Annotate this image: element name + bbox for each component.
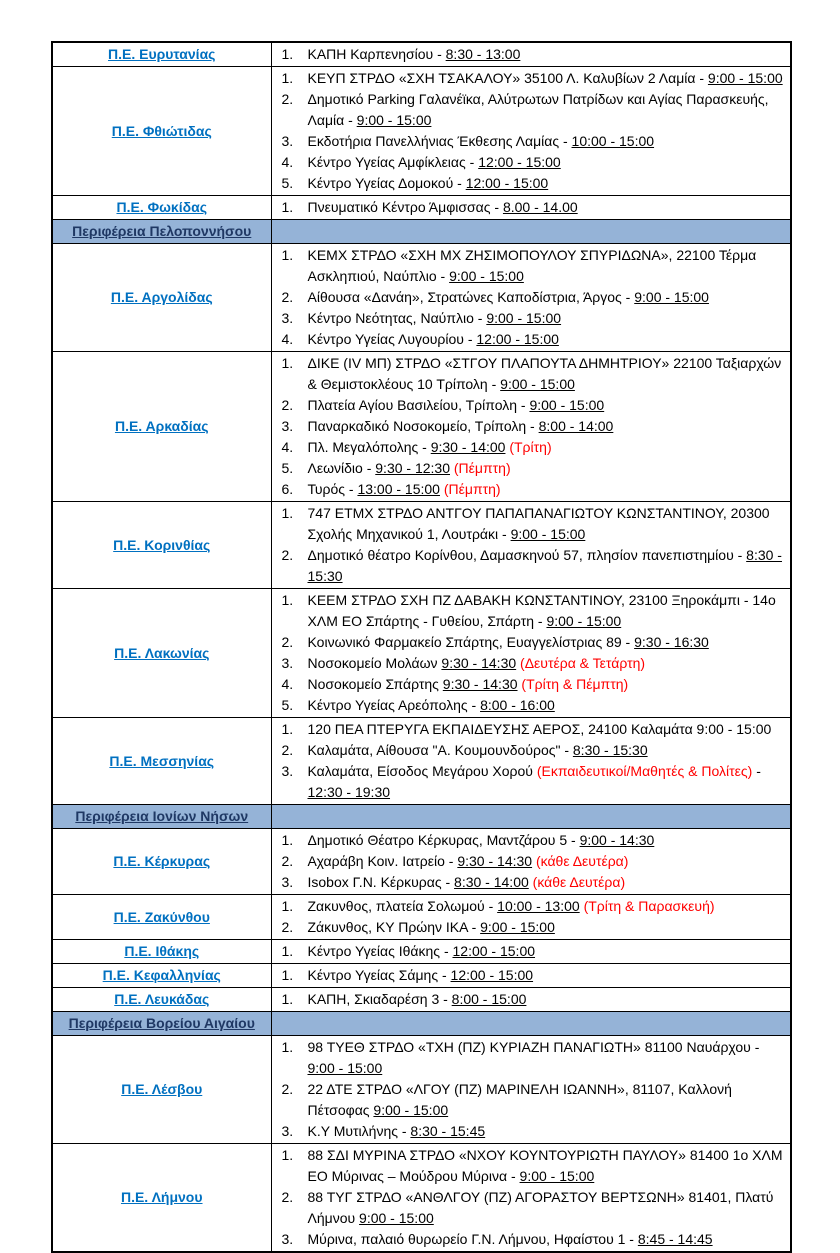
time-range: 12:30 - 19:30: [307, 784, 391, 800]
location-item-text: [308, 719, 787, 740]
location-item: [278, 917, 787, 938]
location-text: Κέντρο Υγείας Αρεόπολης -: [307, 697, 481, 713]
day-note: (Τρίτη): [509, 439, 552, 455]
day-note: (Δευτέρα & Τετάρτη): [520, 655, 646, 671]
time-range: 10:00 - 15:00: [571, 133, 655, 149]
location-item: [278, 353, 787, 395]
location-list: [278, 1145, 787, 1250]
location-text: ΚΑΠΗ Καρπενησίου -: [307, 46, 446, 62]
region-link[interactable]: Π.Ε. Φθιώτιδας: [111, 122, 212, 139]
location-text: Κέντρο Υγείας Δομοκού -: [307, 175, 466, 191]
items-cell: [271, 988, 791, 1012]
day-note: (κάθε Δευτέρα): [532, 874, 626, 890]
items-cell: [271, 1036, 791, 1144]
time-range: 12:00 - 15:00: [452, 943, 536, 959]
location-item-text: [308, 197, 787, 218]
location-text: ΚΕΕΜ ΣΤΡΔΟ ΣΧΗ ΠΖ ΔΑΒΑΚΗ ΚΩΝΣΤΑΝΤΙΝΟΥ, 23100 Ξηροκάμπι - 14ο ΧΛΜ ΕΟ Σπάρτης - Γυθείου, Σπάρτη -: [307, 592, 776, 629]
location-list: [278, 941, 787, 962]
region-link[interactable]: Π.Ε. Λέσβου: [121, 1081, 203, 1097]
location-item: [278, 590, 787, 632]
region-link[interactable]: Π.Ε. Αρκαδίας: [114, 418, 209, 434]
region-row: [52, 940, 791, 964]
region-cell: [52, 67, 271, 196]
region-cell: [52, 196, 271, 220]
items-cell: [271, 964, 791, 988]
time-range: 9:00 - 15:00: [510, 526, 586, 542]
region-row: [52, 964, 791, 988]
location-item: [278, 1121, 787, 1142]
location-item: [278, 503, 787, 545]
section-label-cell: [52, 1012, 271, 1036]
time-range: 9:00 - 15:00: [546, 613, 622, 629]
location-item-text: [308, 1229, 787, 1250]
location-text: Νοσοκομείο Μολάων: [307, 655, 442, 671]
day-note: (Τρίτη & Πέμπτη): [521, 676, 629, 692]
day-note: (Πέμπτη): [453, 460, 511, 476]
time-range: 9:30 - 14:00: [430, 439, 506, 455]
schedule-table: [51, 41, 792, 1253]
section-row: [52, 1012, 791, 1036]
location-item: [278, 719, 787, 740]
location-text: Κ.Υ Μυτιλήνης -: [307, 1123, 411, 1139]
location-item-text: [308, 740, 787, 761]
location-item: [278, 245, 787, 287]
region-link[interactable]: Π.Ε. Κεφαλληνίας: [102, 967, 221, 983]
location-text: Ζάκυνθος, ΚΥ Πρώην ΙΚΑ -: [307, 919, 481, 935]
location-item-text: [308, 479, 787, 500]
time-range: 9:00 - 14:30: [579, 832, 655, 848]
location-item-text: [308, 545, 787, 587]
location-list: [278, 197, 787, 218]
location-item: [278, 674, 787, 695]
location-item-text: [308, 1079, 787, 1121]
time-range: 12:00 - 15:00: [478, 154, 561, 170]
time-range: 8:30 - 15:30: [307, 547, 782, 584]
location-item-text: [308, 653, 787, 674]
items-cell: [271, 352, 791, 502]
time-range: 9:00 - 15:00: [307, 1060, 383, 1076]
section-label: Περιφέρεια Ιονίων Νήσων: [75, 808, 249, 824]
location-item: [278, 695, 787, 716]
region-link[interactable]: Π.Ε. Ευρυτανίας: [108, 46, 216, 62]
items-cell: [271, 67, 791, 196]
location-item-text: [308, 395, 787, 416]
region-row: [52, 589, 791, 718]
location-item-text: [308, 503, 787, 545]
location-text: Εκδοτήρια Πανελλήνιας Έκθεσης Λαμίας -: [307, 133, 572, 149]
section-label: Περιφέρεια Βορείου Αιγαίου: [68, 1015, 255, 1031]
region-row: [52, 502, 791, 589]
location-item-text: [308, 458, 787, 479]
region-link[interactable]: Π.Ε. Λήμνου: [120, 1189, 203, 1205]
time-range: 12:00 - 15:00: [465, 175, 549, 191]
location-item-text: [308, 1121, 787, 1142]
location-text: 88 ΣΔΙ ΜΥΡΙΝΑ ΣΤΡΔΟ «ΝΧΟΥ ΚΟΥΝΤΟΥΡΙΩΤΗ ΠΑΥΛΟΥ» 81400 1ο ΧΛΜ ΕΟ Μύρινας – Μούδρου Μύρινα -: [307, 1147, 783, 1184]
location-item: [278, 632, 787, 653]
items-cell: [271, 940, 791, 964]
location-item: [278, 830, 787, 851]
time-range: 9:30 - 14:30: [441, 655, 517, 671]
items-cell: [271, 895, 791, 940]
location-text: Κέντρο Υγείας Ιθάκης -: [307, 943, 453, 959]
location-text: Καλαμάτα, Αίθουσα "Α. Κουμουνδούρος" -: [307, 742, 573, 758]
location-item-text: [308, 632, 787, 653]
region-cell: [52, 244, 271, 352]
time-range: 9:00 - 15:00: [634, 289, 709, 305]
location-item: [278, 437, 787, 458]
location-item: [278, 1145, 787, 1187]
location-item: [278, 458, 787, 479]
region-cell: [52, 1036, 271, 1144]
time-range: 9:00 - 15:00: [486, 310, 562, 326]
location-text: Κοινωνικό Φαρμακείο Σπάρτης, Ευαγγελίστριας 89 -: [307, 634, 635, 650]
items-cell: [271, 244, 791, 352]
region-row: [52, 196, 791, 220]
location-text: Λεωνίδιο -: [307, 460, 376, 476]
location-item: [278, 287, 787, 308]
time-range: 9:30 - 14:30: [442, 676, 518, 692]
location-text: -: [752, 763, 761, 779]
time-range: 9:00 - 15:00: [707, 70, 783, 86]
location-list: [278, 830, 787, 893]
day-note: (Εκπαιδευτικοί/Μαθητές & Πολίτες): [536, 763, 753, 779]
region-cell: [52, 42, 271, 67]
region-link[interactable]: Π.Ε. Ιθάκης: [124, 943, 200, 959]
location-list: [278, 896, 787, 938]
items-cell: [271, 502, 791, 589]
location-text: Κέντρο Υγείας Λυγουρίου -: [307, 331, 477, 347]
region-cell: [52, 895, 271, 940]
location-item: [278, 740, 787, 761]
location-item-text: [308, 416, 787, 437]
time-range: 9:00 - 15:00: [373, 1102, 449, 1118]
location-text: ΚΕΜΧ ΣΤΡΔΟ «ΣΧΗ ΜΧ ΖΗΣΙΜΟΠΟΥΛΟΥ ΣΠΥΡΙΔΩΝΑ», 22100 Τέρμα Ασκληπιού, Ναύπλιο -: [307, 247, 757, 284]
location-item: [278, 1187, 787, 1229]
region-row: [52, 1036, 791, 1144]
section-empty-cell: [271, 805, 791, 829]
region-link[interactable]: Π.Ε. Λακωνίας: [114, 644, 210, 661]
time-range: 8:00 - 14:00: [538, 418, 614, 434]
location-text: Πλατεία Αγίου Βασιλείου, Τρίπολη -: [307, 397, 530, 413]
region-link[interactable]: Π.Ε. Μεσσηνίας: [109, 752, 215, 769]
location-item: [278, 329, 787, 350]
location-item-text: [308, 308, 787, 329]
items-cell: [271, 829, 791, 895]
location-text: Πνευματικό Κέντρο Άμφισσας -: [307, 199, 503, 215]
region-cell: [52, 988, 271, 1012]
region-cell: [52, 829, 271, 895]
section-row: [52, 805, 791, 829]
location-item: [278, 965, 787, 986]
time-range: 9:30 - 12:30: [375, 460, 450, 476]
location-text: ΔΙΚΕ (IV ΜΠ) ΣΤΡΔΟ «ΣΤΓΟΥ ΠΛΑΠΟΥΤΑ ΔΗΜΗΤΡΙΟΥ» 22100 Ταξιαρχών & Θεμιστοκλέους 10 Τρίπολη -: [307, 355, 782, 392]
location-item-text: [308, 1187, 787, 1229]
location-list: [278, 989, 787, 1010]
region-cell: [52, 502, 271, 589]
region-row: [52, 244, 791, 352]
location-item-text: [308, 917, 787, 938]
location-item-text: [308, 896, 787, 917]
location-list: [278, 1037, 787, 1142]
schedule-table-body: [52, 42, 791, 1252]
location-item-text: [308, 941, 787, 962]
location-text: Καλαμάτα, Είσοδος Μεγάρου Χορού: [307, 763, 537, 779]
location-list: [278, 719, 787, 803]
time-range: 9:00 - 15:00: [359, 1210, 434, 1226]
time-range: 9:00 - 15:00: [500, 376, 575, 392]
location-item: [278, 479, 787, 500]
location-item: [278, 152, 787, 173]
region-cell: [52, 352, 271, 502]
location-item-text: [308, 329, 787, 350]
location-text: Αίθουσα «Δανάη», Στρατώνες Καποδίστρια, Άργος -: [307, 289, 635, 305]
time-range: 9:30 - 16:30: [634, 634, 709, 650]
location-item: [278, 197, 787, 218]
location-item-text: [308, 437, 787, 458]
location-text: Τυρός -: [307, 481, 358, 497]
location-list: [278, 245, 787, 350]
time-range: 9:00 - 15:00: [519, 1168, 595, 1184]
section-row: [52, 220, 791, 244]
location-list: [278, 590, 787, 716]
region-row: [52, 829, 791, 895]
location-list: [278, 68, 787, 194]
items-cell: [271, 718, 791, 805]
region-link[interactable]: Π.Ε. Φωκίδας: [116, 199, 207, 215]
location-item-text: [308, 965, 787, 986]
location-item: [278, 1229, 787, 1250]
location-item: [278, 1037, 787, 1079]
section-empty-cell: [271, 220, 791, 244]
time-range: 10:00 - 13:00: [497, 898, 580, 914]
location-item-text: [308, 89, 787, 131]
location-text: Νοσοκομείο Σπάρτης: [307, 676, 443, 692]
location-item: [278, 653, 787, 674]
location-list: [278, 503, 787, 587]
location-text: Μύρινα, παλαιό θυρωρείο Γ.Ν. Λήμνου, Ηφαίστου 1 -: [307, 1231, 638, 1247]
region-row: [52, 352, 791, 502]
location-item: [278, 89, 787, 131]
location-item-text: [308, 695, 787, 716]
location-item: [278, 941, 787, 962]
region-row: [52, 895, 791, 940]
location-item: [278, 851, 787, 872]
items-cell: [271, 196, 791, 220]
location-text: Παναρκαδικό Νοσοκομείο, Τρίπολη -: [307, 418, 539, 434]
location-item-text: [308, 590, 787, 632]
location-item-text: [308, 830, 787, 851]
location-item-text: [308, 1145, 787, 1187]
day-note: (Τρίτη & Παρασκευή): [583, 898, 715, 914]
time-range: 12:00 - 15:00: [450, 967, 534, 983]
region-link[interactable]: Π.Ε. Αργολίδας: [110, 289, 213, 305]
location-list: [278, 353, 787, 500]
time-range: 8.00 - 14.00: [502, 199, 578, 215]
time-range: 8:30 - 13:00: [445, 46, 521, 62]
region-cell: [52, 718, 271, 805]
location-item-text: [308, 287, 787, 308]
region-cell: [52, 589, 271, 718]
region-row: [52, 1144, 791, 1253]
location-item-text: [308, 68, 787, 89]
region-cell: [52, 964, 271, 988]
time-range: 9:00 - 15:00: [529, 397, 605, 413]
location-item: [278, 68, 787, 89]
day-note: (κάθε Δευτέρα): [535, 853, 629, 869]
location-item: [278, 173, 787, 194]
region-row: [52, 718, 791, 805]
location-item: [278, 1079, 787, 1121]
location-item-text: [308, 131, 787, 152]
location-item-text: [308, 872, 787, 893]
time-range: 8:00 - 16:00: [480, 697, 555, 713]
location-item: [278, 545, 787, 587]
location-item-text: [308, 989, 787, 1010]
location-text: 747 ΕΤΜΧ ΣΤΡΔΟ ΑΝΤΓΟΥ ΠΑΠΑΠΑΝΑΓΙΩΤΟΥ ΚΩΝΣΤΑΝΤΙΝΟΥ, 20300 Σχολής Μηχανικού 1, Λουτράκι -: [307, 505, 770, 542]
location-item: [278, 44, 787, 65]
location-item-text: [308, 245, 787, 287]
section-label: Περιφέρεια Πελοποννήσου: [72, 223, 252, 239]
location-text: 22 ΔΤΕ ΣΤΡΔΟ «ΛΓΟΥ (ΠΖ) ΜΑΡΙΝΕΛΗ ΙΩΑΝΝΗ», 81107, Καλλονή Πέτσοφας: [307, 1081, 732, 1118]
location-item: [278, 896, 787, 917]
location-text: Δημοτικό Θέατρο Κέρκυρας, Μαντζάρου 5 -: [307, 832, 580, 848]
time-range: 12:00 - 15:00: [476, 331, 559, 347]
location-item: [278, 416, 787, 437]
section-label-cell: [52, 220, 271, 244]
day-note: (Πέμπτη): [443, 481, 501, 497]
section-empty-cell: [271, 1012, 791, 1036]
location-text: Δημοτικό θέατρο Κορίνθου, Δαμασκηνού 57, πλησίον πανεπιστημίου -: [307, 547, 747, 563]
section-label-cell: [52, 805, 271, 829]
time-range: 8:30 - 14:00: [454, 874, 529, 890]
location-text: Δημοτικό Parking Γαλανέϊκα, Αλύτρωτων Πατρίδων και Αγίας Παρασκευής, Λαμία -: [307, 91, 769, 128]
location-text: Κέντρο Υγείας Αμφίκλειας -: [307, 154, 479, 170]
items-cell: [271, 42, 791, 67]
time-range: 9:30 - 14:30: [457, 853, 533, 869]
location-text: Πλ. Μεγαλόπολης -: [307, 439, 431, 455]
location-text: ΚΑΠΗ, Σκιαδαρέση 3 -: [307, 991, 452, 1007]
location-item-text: [308, 851, 787, 872]
time-range: 8:30 - 15:30: [572, 742, 648, 758]
location-item: [278, 761, 787, 803]
location-item-text: [308, 44, 787, 65]
items-cell: [271, 1144, 791, 1253]
time-range: 9:00 - 15:00: [480, 919, 555, 935]
time-range: 8:00 - 15:00: [451, 991, 527, 1007]
location-item: [278, 989, 787, 1010]
region-row: [52, 67, 791, 196]
location-list: [278, 44, 787, 65]
location-item: [278, 131, 787, 152]
region-row: [52, 988, 791, 1012]
region-link[interactable]: Π.Ε. Ζακύνθου: [113, 908, 210, 925]
location-text: Κέντρο Νεότητας, Ναύπλιο -: [307, 310, 487, 326]
location-item: [278, 395, 787, 416]
location-text: Isobox Γ.Ν. Κέρκυρας -: [307, 874, 455, 890]
location-item: [278, 308, 787, 329]
location-item-text: [308, 152, 787, 173]
items-cell: [271, 589, 791, 718]
time-range: 9:00 - 15:00: [356, 112, 432, 128]
location-item-text: [308, 353, 787, 395]
region-link[interactable]: Π.Ε. Λευκάδας: [114, 991, 210, 1007]
location-list: [278, 965, 787, 986]
location-item-text: [308, 674, 787, 695]
location-item: [278, 872, 787, 893]
location-text: Αχαράβη Κοιν. Ιατρείο -: [307, 853, 458, 869]
location-text: Ζακυνθος, πλατεία Σολωμού -: [307, 898, 498, 914]
time-range: 13:00 - 15:00: [357, 481, 440, 497]
region-row: [52, 42, 791, 67]
location-text: 88 ΤΥΓ ΣΤΡΔΟ «ΑΝΘΛΓΟΥ (ΠΖ) ΑΓΟΡΑΣΤΟΥ ΒΕΡΤΣΩΝΗ» 81401, Πλατύ Λήμνου: [307, 1189, 774, 1226]
region-link[interactable]: Π.Ε. Κέρκυρας: [113, 853, 211, 869]
location-text: 98 ΤΥΕΘ ΣΤΡΔΟ «ΤΧΗ (ΠΖ) ΚΥΡΙΑΖΗ ΠΑΝΑΓΙΩΤΗ» 81100 Ναυάρχου -: [307, 1039, 760, 1055]
location-item-text: [308, 761, 787, 803]
region-cell: [52, 940, 271, 964]
time-range: 8:30 - 15:45: [410, 1123, 486, 1139]
location-text: ΚΕΥΠ ΣΤΡΔΟ «ΣΧΗ ΤΣΑΚΑΛΟΥ» 35100 Λ. Καλυβίων 2 Λαμία -: [307, 70, 708, 86]
time-range: 8:45 - 14:45: [637, 1231, 713, 1247]
time-range: 9:00 - 15:00: [449, 268, 524, 284]
location-item-text: [308, 173, 787, 194]
region-link[interactable]: Π.Ε. Κορινθίας: [113, 536, 211, 553]
location-text: Κέντρο Υγείας Σάμης -: [307, 967, 451, 983]
region-cell: [52, 1144, 271, 1253]
location-text: 120 ΠΕΑ ΠΤΕΡΥΓΑ ΕΚΠΑΙΔΕΥΣΗΣ ΑΕΡΟΣ, 24100 Καλαμάτα 9:00 - 15:00: [307, 721, 772, 737]
location-item-text: [308, 1037, 787, 1079]
